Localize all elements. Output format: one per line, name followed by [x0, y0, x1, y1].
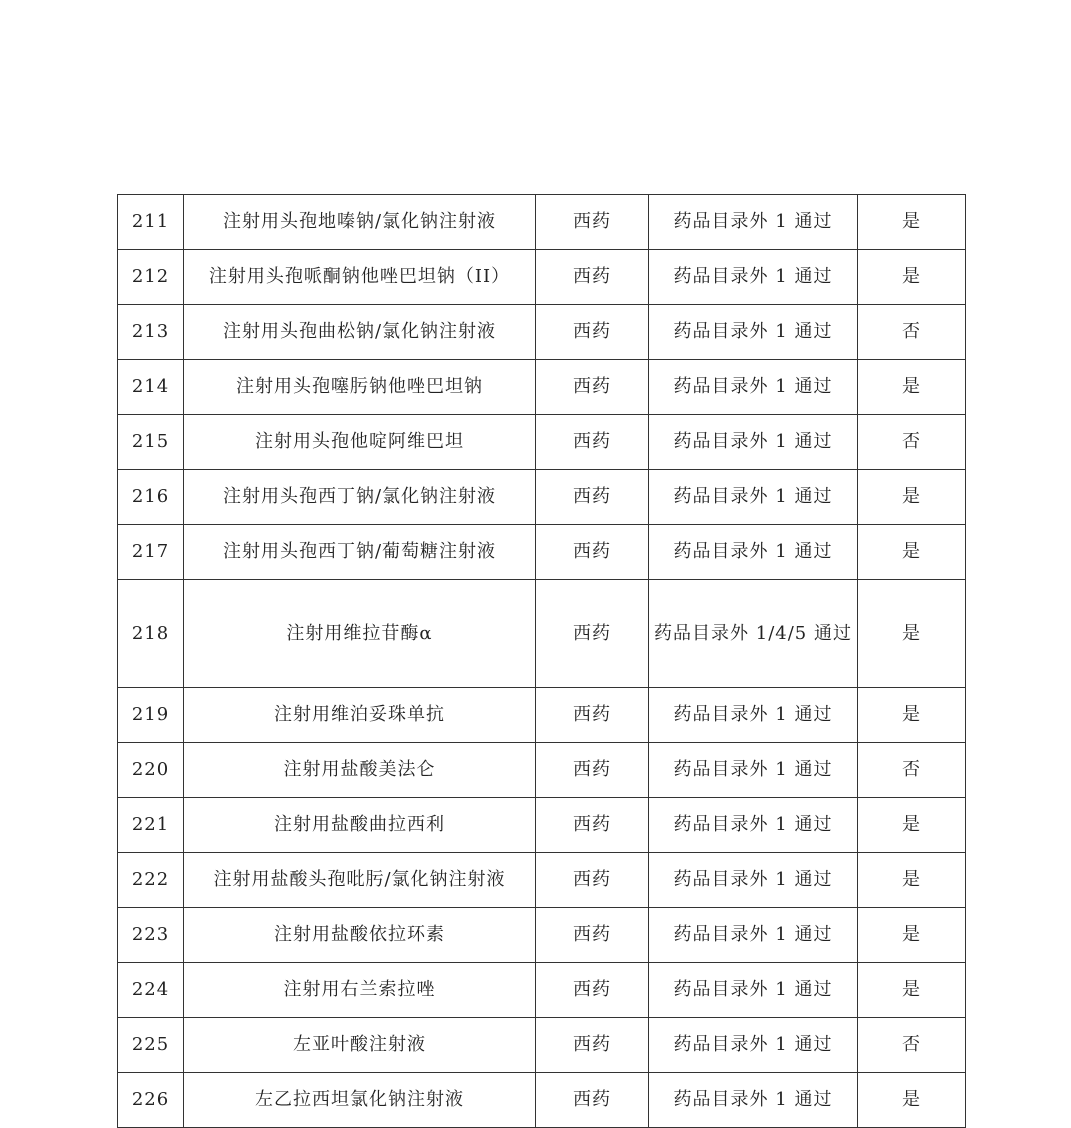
row-number: 220 — [118, 743, 184, 798]
status-flag: 是 — [858, 798, 966, 853]
drug-type: 西药 — [536, 415, 649, 470]
review-scope: 药品目录外 1 通过 — [649, 525, 858, 580]
row-number: 222 — [118, 853, 184, 908]
drug-name: 注射用头孢西丁钠/氯化钠注射液 — [184, 470, 536, 525]
review-scope: 药品目录外 1/4/5 通过 — [649, 580, 858, 688]
drug-type: 西药 — [536, 250, 649, 305]
review-scope: 药品目录外 1 通过 — [649, 963, 858, 1018]
drug-name: 注射用头孢地嗪钠/氯化钠注射液 — [184, 195, 536, 250]
drug-name: 注射用盐酸头孢吡肟/氯化钠注射液 — [184, 853, 536, 908]
drug-name: 注射用头孢噻肟钠他唑巴坦钠 — [184, 360, 536, 415]
review-scope: 药品目录外 1 通过 — [649, 1018, 858, 1073]
row-number: 219 — [118, 688, 184, 743]
status-flag: 是 — [858, 963, 966, 1018]
review-scope: 药品目录外 1 通过 — [649, 250, 858, 305]
drug-list-table — [117, 194, 966, 1128]
drug-type: 西药 — [536, 908, 649, 963]
status-flag: 是 — [858, 580, 966, 688]
row-number: 225 — [118, 1018, 184, 1073]
review-scope: 药品目录外 1 通过 — [649, 1073, 858, 1128]
drug-name: 左乙拉西坦氯化钠注射液 — [184, 1073, 536, 1128]
table-row — [118, 525, 966, 580]
row-number: 221 — [118, 798, 184, 853]
row-number: 217 — [118, 525, 184, 580]
drug-name: 注射用右兰索拉唑 — [184, 963, 536, 1018]
row-number: 223 — [118, 908, 184, 963]
drug-name: 左亚叶酸注射液 — [184, 1018, 536, 1073]
drug-type: 西药 — [536, 963, 649, 1018]
status-flag: 否 — [858, 305, 966, 360]
drug-type: 西药 — [536, 195, 649, 250]
review-scope: 药品目录外 1 通过 — [649, 415, 858, 470]
table-row — [118, 688, 966, 743]
table-row — [118, 250, 966, 305]
status-flag: 是 — [858, 1073, 966, 1128]
review-scope: 药品目录外 1 通过 — [649, 798, 858, 853]
review-scope: 药品目录外 1 通过 — [649, 470, 858, 525]
row-number: 214 — [118, 360, 184, 415]
drug-type: 西药 — [536, 798, 649, 853]
drug-type: 西药 — [536, 1018, 649, 1073]
table-row — [118, 963, 966, 1018]
status-flag: 是 — [858, 853, 966, 908]
review-scope: 药品目录外 1 通过 — [649, 360, 858, 415]
table-row — [118, 1073, 966, 1128]
status-flag: 否 — [858, 415, 966, 470]
table-row — [118, 1018, 966, 1073]
drug-type: 西药 — [536, 743, 649, 798]
drug-type: 西药 — [536, 525, 649, 580]
table-row — [118, 853, 966, 908]
review-scope: 药品目录外 1 通过 — [649, 195, 858, 250]
drug-list-body — [118, 195, 966, 1128]
drug-name: 注射用维拉苷酶α — [184, 580, 536, 688]
table-row — [118, 470, 966, 525]
table-row — [118, 908, 966, 963]
review-scope: 药品目录外 1 通过 — [649, 305, 858, 360]
status-flag: 是 — [858, 908, 966, 963]
drug-name: 注射用维泊妥珠单抗 — [184, 688, 536, 743]
drug-name: 注射用头孢西丁钠/葡萄糖注射液 — [184, 525, 536, 580]
drug-type: 西药 — [536, 360, 649, 415]
drug-type: 西药 — [536, 305, 649, 360]
review-scope: 药品目录外 1 通过 — [649, 688, 858, 743]
status-flag: 否 — [858, 743, 966, 798]
status-flag: 是 — [858, 250, 966, 305]
review-scope: 药品目录外 1 通过 — [649, 853, 858, 908]
table-row — [118, 798, 966, 853]
row-number: 226 — [118, 1073, 184, 1128]
status-flag: 是 — [858, 688, 966, 743]
drug-type: 西药 — [536, 688, 649, 743]
review-scope: 药品目录外 1 通过 — [649, 908, 858, 963]
row-number: 212 — [118, 250, 184, 305]
drug-type: 西药 — [536, 1073, 649, 1128]
drug-type: 西药 — [536, 853, 649, 908]
drug-name: 注射用头孢哌酮钠他唑巴坦钠（II） — [184, 250, 536, 305]
drug-name: 注射用盐酸美法仑 — [184, 743, 536, 798]
row-number: 216 — [118, 470, 184, 525]
drug-name: 注射用盐酸依拉环素 — [184, 908, 536, 963]
drug-name: 注射用盐酸曲拉西利 — [184, 798, 536, 853]
table-row — [118, 415, 966, 470]
status-flag: 是 — [858, 195, 966, 250]
row-number: 224 — [118, 963, 184, 1018]
status-flag: 是 — [858, 470, 966, 525]
review-scope: 药品目录外 1 通过 — [649, 743, 858, 798]
table-row — [118, 195, 966, 250]
status-flag: 是 — [858, 360, 966, 415]
drug-type: 西药 — [536, 470, 649, 525]
row-number: 215 — [118, 415, 184, 470]
table-row — [118, 360, 966, 415]
row-number: 211 — [118, 195, 184, 250]
drug-name: 注射用头孢他啶阿维巴坦 — [184, 415, 536, 470]
table-row — [118, 743, 966, 798]
table-row — [118, 580, 966, 688]
status-flag: 否 — [858, 1018, 966, 1073]
row-number: 218 — [118, 580, 184, 688]
status-flag: 是 — [858, 525, 966, 580]
drug-name: 注射用头孢曲松钠/氯化钠注射液 — [184, 305, 536, 360]
row-number: 213 — [118, 305, 184, 360]
drug-type: 西药 — [536, 580, 649, 688]
table-row — [118, 305, 966, 360]
